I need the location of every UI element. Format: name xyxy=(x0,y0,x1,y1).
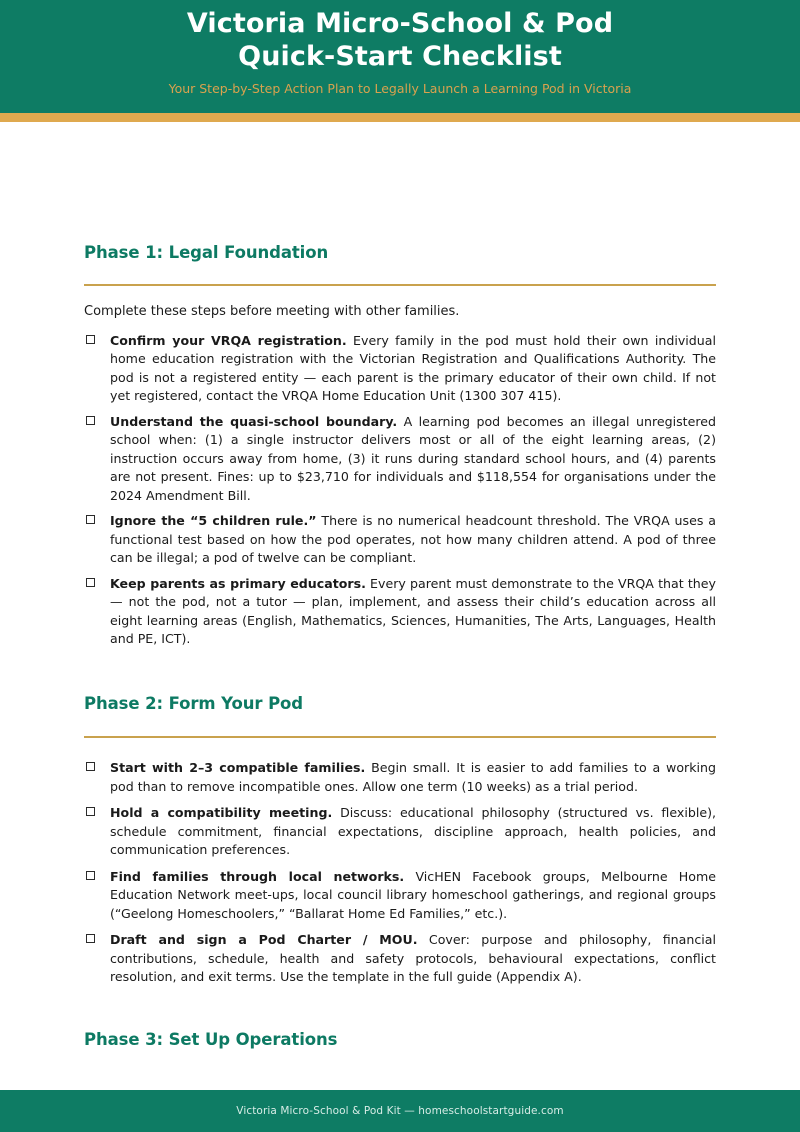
page-title-line-2: Quick-Start Checklist xyxy=(238,40,562,72)
checklist-item-body: A learning pod becomes an illegal unregistered school when: (1) a single instructor delivers most or all of the eight learning areas, (2) instruction occurs away from home, (3) it runs during standard school hours, and (4) parents are not present. Fines: up to $23,710 for individuals and $118,554 for organisations under the 2024 Amendment Bill. xyxy=(110,413,716,503)
checklist-item[interactable] xyxy=(84,413,716,506)
checklist-item-body: Every parent must demonstrate to the VRQA that they — not the pod, not a tutor — plan, implement, and assess their child’s education across all eight learning areas (English, Mathematics, Sciences, Humanities, The Arts, Languages, Health and PE, ICT). xyxy=(110,575,716,647)
phase-section-1 xyxy=(84,122,716,649)
checklist-item-body: There is no numerical headcount threshold. The VRQA uses a functional test based on how the pod operates, not how many children attend. A pod of three can be illegal; a pod of twelve can be compliant. xyxy=(110,513,716,566)
checklist-item[interactable] xyxy=(84,512,716,568)
checklist-item-lead: Draft and sign a Pod Charter / MOU. xyxy=(110,932,418,948)
page-subtitle: Your Step-by-Step Action Plan to Legally Launch a Learning Pod in Victoria xyxy=(168,80,632,96)
checklist-item-body: Begin small. It is easier to add families to a working pod than to remove incompatible ones. Allow one term (10 weeks) as a trial period. xyxy=(110,760,717,794)
checklist-item-lead: Keep parents as primary educators. xyxy=(110,575,366,591)
checklist-item-lead: Confirm your VRQA registration. xyxy=(110,332,347,348)
checklist-phase-2 xyxy=(84,759,716,987)
checklist-item-lead: Hold a compatibility meeting. xyxy=(110,805,333,821)
checkbox-icon[interactable] xyxy=(86,762,95,771)
checkbox-icon[interactable] xyxy=(86,578,95,587)
phase-divider-2 xyxy=(84,736,716,738)
checklist-item-lead: Start with 2–3 compatible families. xyxy=(110,760,366,776)
checklist-item[interactable] xyxy=(84,868,716,924)
checkbox-icon[interactable] xyxy=(86,515,95,524)
phase-heading-1: Phase 1: Legal Foundation xyxy=(84,242,329,262)
checklist-item[interactable] xyxy=(84,804,716,860)
checkbox-icon[interactable] xyxy=(86,807,95,816)
checklist-item-lead: Ignore the “5 children rule.” xyxy=(110,513,317,529)
header-accent-rule xyxy=(0,113,800,122)
checklist-item[interactable] xyxy=(84,332,716,406)
footer-text: Victoria Micro-School & Pod Kit — homeschoolstartguide.com xyxy=(236,1105,564,1117)
phase-section-3 xyxy=(84,995,716,1049)
page-footer xyxy=(0,1090,800,1132)
checkbox-icon[interactable] xyxy=(86,871,95,880)
page-header xyxy=(0,0,800,113)
phase-section-2 xyxy=(84,656,716,987)
page-title-line-1: Victoria Micro-School & Pod xyxy=(186,8,614,39)
checklist-item[interactable] xyxy=(84,759,716,796)
checklist-item-body: Cover: purpose and philosophy, financial contributions, schedule, health and safety protocols, behavioural expectations, conflict resolution, and exit terms. Use the template in the full guide (Appendix A). xyxy=(110,932,716,985)
checkbox-icon[interactable] xyxy=(86,416,95,425)
checklist-item-body: Discuss: educational philosophy (structured vs. flexible), schedule commitment, financial expectations, discipline approach, health policies, and communication preferences. xyxy=(110,805,716,858)
checklist-item-lead: Find families through local networks. xyxy=(110,868,405,884)
page-title xyxy=(0,8,800,74)
checklist-item-lead: Understand the quasi-school boundary. xyxy=(110,413,398,429)
phase-intro-1: Complete these steps before meeting with other families. xyxy=(84,303,460,319)
checklist-item[interactable] xyxy=(84,931,716,987)
checklist-item-body: Every family in the pod must hold their own individual home education registration with the Victorian Registration and Qualifications Authority. The pod is not a registered entity — each parent is the primary educator of their own child. If not yet registered, contact the VRQA Home Education Unit (1300 307 415). xyxy=(110,332,716,404)
checkbox-icon[interactable] xyxy=(86,335,95,344)
phase-divider-1 xyxy=(84,284,716,286)
phase-heading-3: Phase 3: Set Up Operations xyxy=(84,1029,338,1049)
checklist-phase-1 xyxy=(84,332,716,649)
checkbox-icon[interactable] xyxy=(86,934,95,943)
document-body xyxy=(0,122,800,1062)
checklist-item[interactable] xyxy=(84,575,716,649)
phase-heading-2: Phase 2: Form Your Pod xyxy=(84,694,304,714)
checklist-item-body: VicHEN Facebook groups, Melbourne Home Education Network meet-ups, local council library homeschool gatherings, and regional groups (“Geelong Homeschoolers,” “Ballarat Home Ed Families,” etc.). xyxy=(110,868,716,921)
